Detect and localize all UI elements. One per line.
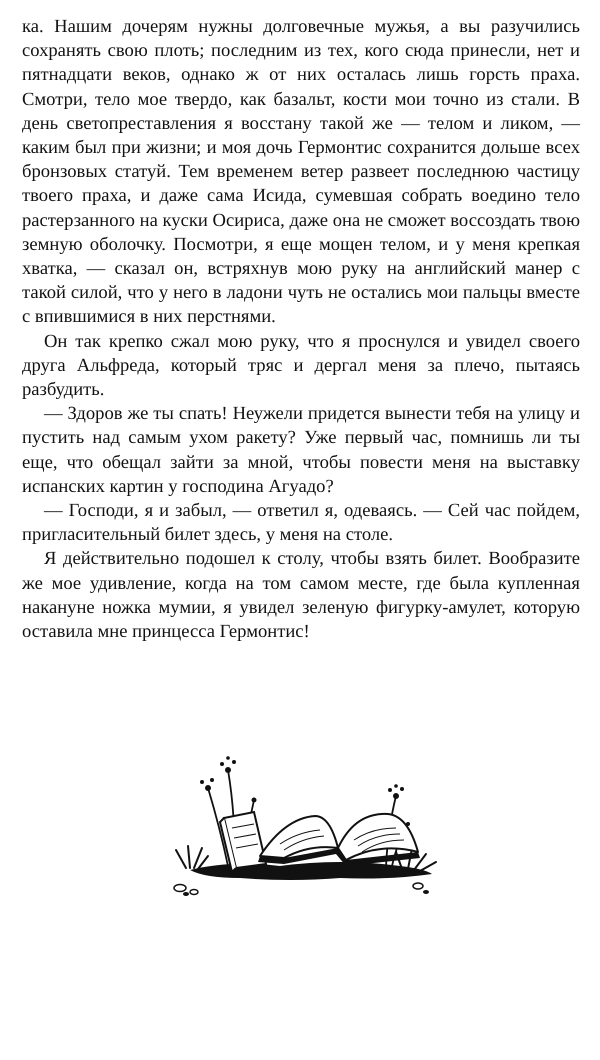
open-book-in-grass-icon [150, 748, 450, 898]
paragraph-2: Он так крепко сжал мою руку, что я проснулся и увидел своего друга Альфреда, который тряс и дергал меня за плечо, пытаясь разбудить. [22, 330, 580, 401]
body-text [22, 15, 580, 644]
paragraph-1: ка. Нашим дочерям нужны долговечные мужья, а вы разучились сохранять свою плоть; последним из тех, кого сюда принесли, нет и пятнадцати веков, однако ж от них осталась лишь горсть праха. Смотри, тело мое твердо, как базальт, кости мои точно из стали. В день светопреставления я восстану такой же — телом и ликом, — каким был при жизни; и моя дочь Гермонтис сохранится дольше всех бронзовых статуй. Тем временем ветер развеет последнюю частицу твоего праха, и даже сама Исида, сумевшая собрать воедино тело растерзанного на куски Осириса, даже она не сможет воссоздать твою земную оболочку. Посмотри, я еще мощен телом, и у меня крепкая хватка, — сказал он, встряхнув мою руку на английский манер с такой силой, что у него в ладони чуть не остались мои пальцы вместе с впившимися в них перстнями. [22, 16, 580, 328]
paragraph-5: Я действительно подошел к столу, чтобы взять билет. Вообразите же мое удивление, когда на том самом месте, где была купленная накануне ножка мумии, я увидел зеленую фигурку-амулет, которую оставила мне принцесса Гермонтис! [22, 548, 580, 643]
paragraph-3: — Здоров же ты спать! Неужели придется вынести тебя на улицу и пустить над самым ухом ракету? Уже первый час, помнишь ли ты еще, что обещал зайти за мной, чтобы повести меня на выставку испанских картин у господина Агуадо? [22, 403, 580, 497]
paragraph-4: — Господи, я и забыл, — ответил я, одеваясь. — Сей час пойдем, пригласительный билет здесь, у меня на столе. [22, 500, 580, 546]
